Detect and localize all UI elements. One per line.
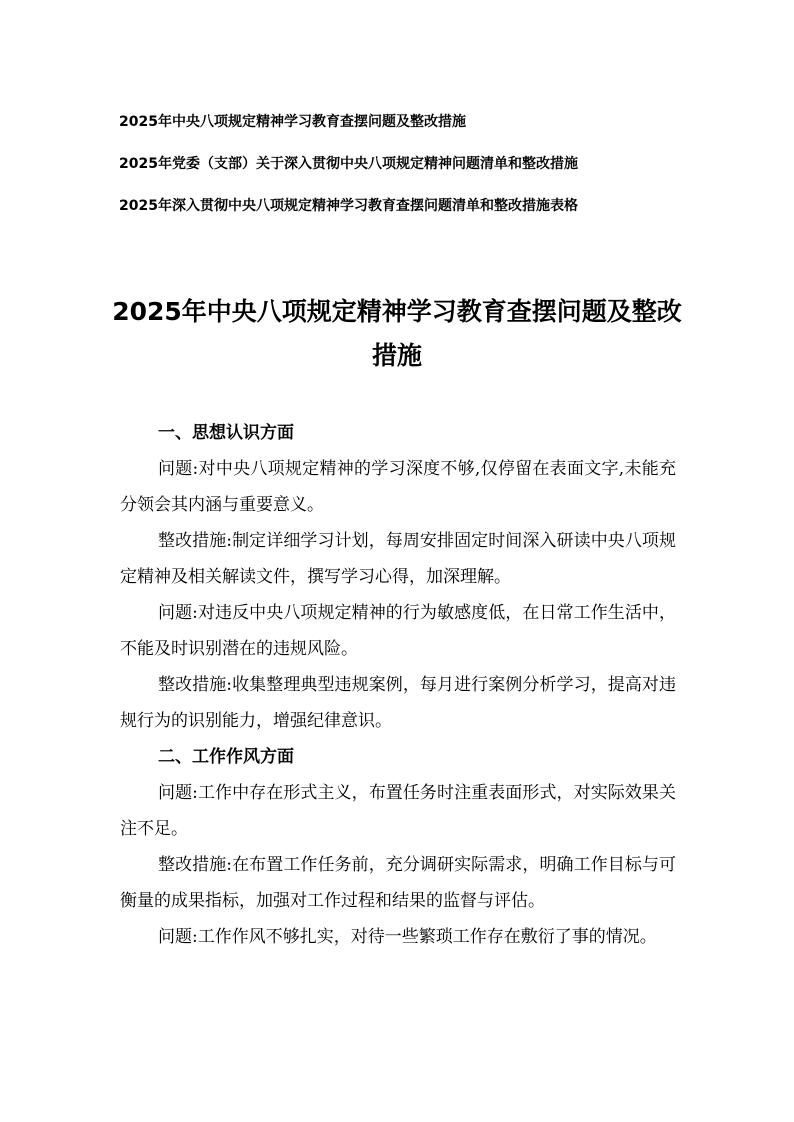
document-title xyxy=(110,290,684,378)
toc-item-3: 2025年深入贯彻中央八项规定精神学习教育查摆问题清单和整改措施表格 xyxy=(119,198,578,214)
paragraph: 问题:工作中存在形式主义，布置任务时注重表面形式，对实际效果关注不足。 xyxy=(120,783,676,839)
paragraph: 整改措施:收集整理典型违规案例，每月进行案例分析学习，提高对违规行为的识别能力，增强纪律意识。 xyxy=(120,675,676,731)
toc-item-1: 2025年中央八项规定精神学习教育查摆问题及整改措施 xyxy=(119,114,466,130)
section-heading-work-style: 二、工作作风方面 xyxy=(158,747,294,767)
document-title-line-2: 措施 xyxy=(371,341,422,370)
toc-item-2: 2025年党委（支部）关于深入贯彻中央八项规定精神问题清单和整改措施 xyxy=(119,156,578,172)
document-title-line-1: 2025年中央八项规定精神学习教育查摆问题及整改 xyxy=(112,297,682,326)
related-documents-list xyxy=(119,112,719,238)
document-body xyxy=(120,415,676,955)
section-heading-thinking: 一、思想认识方面 xyxy=(158,423,294,443)
paragraph: 问题:对违反中央八项规定精神的行为敏感度低，在日常工作生活中，不能及时识别潜在的违规风险。 xyxy=(120,603,676,659)
paragraph: 整改措施:制定详细学习计划，每周安排固定时间深入研读中央八项规定精神及相关解读文件，撰写学习心得，加深理解。 xyxy=(120,531,676,587)
paragraph: 整改措施:在布置工作任务前，充分调研实际需求，明确工作目标与可衡量的成果指标，加强对工作过程和结果的监督与评估。 xyxy=(120,855,676,911)
paragraph: 问题:对中央八项规定精神的学习深度不够,仅停留在表面文字,未能充分领会其内涵与重要意义。 xyxy=(120,459,676,515)
paragraph: 问题:工作作风不够扎实，对待一些繁琐工作存在敷衍了事的情况。 xyxy=(158,927,657,947)
